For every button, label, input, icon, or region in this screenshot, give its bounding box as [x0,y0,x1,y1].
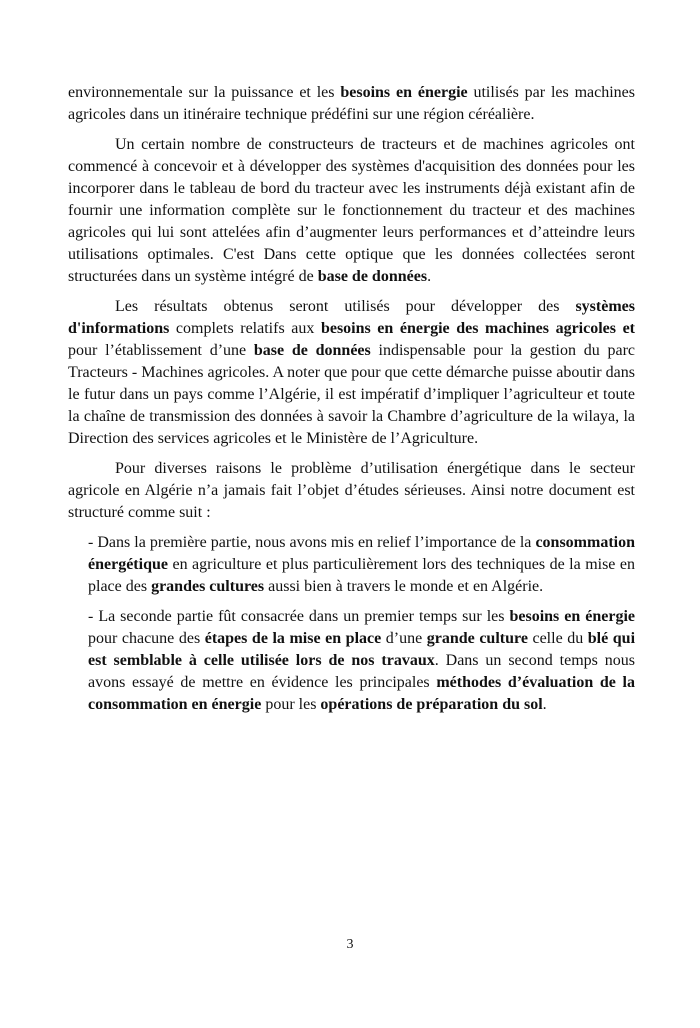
text-run: celle du [527,630,588,647]
bold-term: base de données [253,342,371,359]
text-run: pour chacune des [88,630,205,647]
text-run: d’une [381,630,427,647]
list-item-paragraph [88,606,635,716]
bold-term: besoins en énergie [340,84,468,101]
bold-term: consommation énergétique [88,534,635,573]
text-run: Un certain nombre de constructeurs de tracteurs et de machines agricoles ont commencé à concevoir et à développer des systèmes d'acquisition des données pour les incorporer dans le tableau de bord du tracteur avec les instruments déjà existant afin de fournir une information complète sur le fonctionnement du tracteur et des machines agricoles qui lui sont attelées afin d’augmenter leurs performances et d’atteindre leurs utilisations optimales. C'est Dans cette optique que les données collectées seront structurées dans un système intégré de [68,136,635,285]
text-run: . [427,268,432,285]
paragraph [68,82,635,126]
bold-term: besoins en énergie des machines agricoles et [320,320,636,337]
text-run: aussi bien à travers le monde et en Algérie. [264,578,544,595]
text-run: . Dans un second temps nous avons essayé de mettre en évidence les principales [88,652,635,691]
bold-term: systèmes d'informations [68,298,635,337]
text-run: indispensable pour la gestion du parc Tracteurs - Machines agricoles. A noter que pour que cette démarche puisse aboutir dans le futur dans un pays comme l’Algérie, il est impératif d’impliquer l’agriculteur et toute la chaîne de transmission des données à savoir la Chambre d’agriculture de la wilaya, la Direction des services agricoles et le Ministère de l’Agriculture. [68,342,636,447]
paragraph [68,296,635,450]
text-run: - Dans la première partie, nous avons mis en relief l’importance de la [88,534,536,551]
bold-term: besoins en énergie [509,608,636,625]
bold-term: méthodes d’évaluation de la consommation en énergie [88,674,636,713]
text-run: en agriculture et plus particulièrement lors des techniques de la mise en place des [88,556,635,595]
bold-term: base de données [317,268,428,285]
text-run: Pour diverses raisons le problème d’utilisation énergétique dans le secteur agricole en Algérie n’a jamais fait l’objet d’études sérieuses. Ainsi notre document est structuré comme suit : [68,460,635,521]
text-run: pour les [261,696,321,713]
body-text [68,82,635,724]
text-run: complets relatifs aux [169,320,321,337]
text-run: - La seconde partie fût consacrée dans un premier temps sur les [88,608,510,625]
text-run: utilisés par les machines agricoles dans un itinéraire technique prédéfini sur une région céréalière. [68,84,635,123]
paragraph [68,134,635,288]
paragraph [68,458,635,524]
text-run: . [542,696,547,713]
bold-term: grandes cultures [151,578,265,595]
bold-term: opérations de préparation du sol [320,696,543,713]
page-number: 3 [346,937,354,952]
list-item-paragraph [88,532,635,598]
bold-term: étapes de la mise en place [204,630,382,647]
text-run: pour l’établissement d’une [68,342,254,359]
text-run: Les résultats obtenus seront utilisés pour développer des [115,298,576,315]
text-run: environnementale sur la puissance et les [68,84,341,101]
bold-term: blé qui est semblable à celle utilisée lors de nos travaux [88,630,636,669]
bold-term: grande culture [426,630,528,647]
